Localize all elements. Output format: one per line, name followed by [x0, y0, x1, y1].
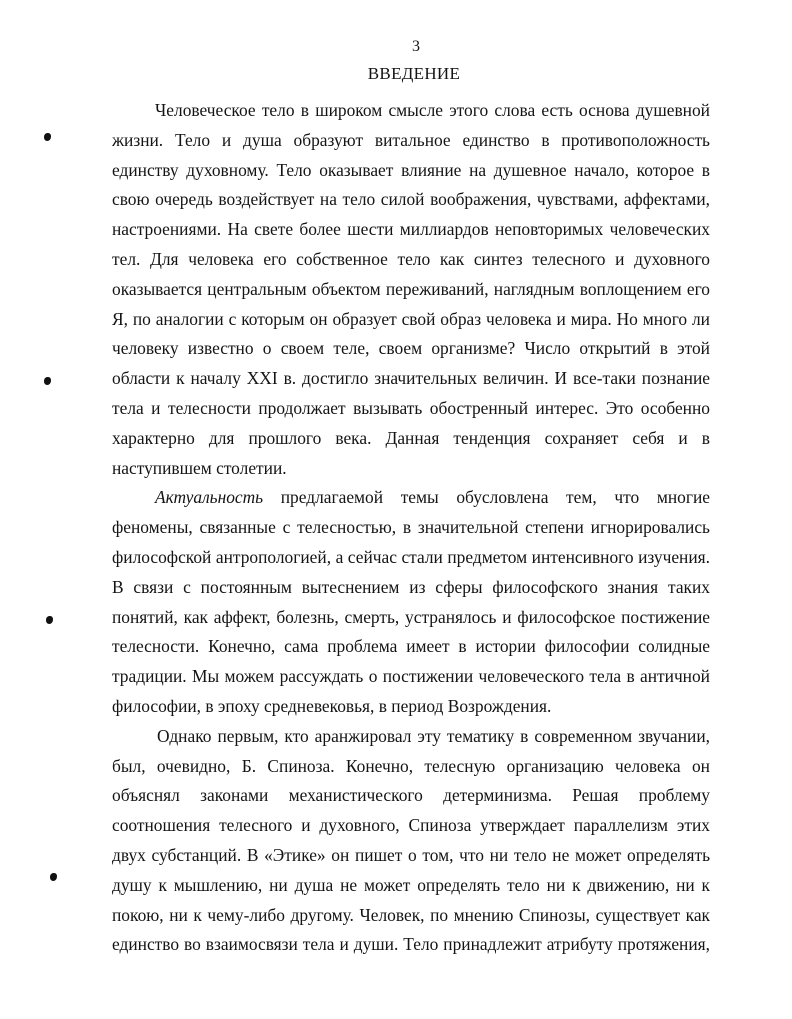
text-line: философии, в эпоху средневековья, в период Возрождения.	[112, 695, 552, 716]
text-line: тел. Для человека его собственное тело как синтез телесного и духовного	[112, 248, 710, 269]
text-line: единство во взаимосвязи тела и души. Тело принадлежит атрибуту протяжения,	[112, 934, 710, 955]
text-line: оказывается центральным объектом переживаний, наглядным воплощением его	[112, 278, 710, 299]
page-title: ВВЕДЕНИЕ	[367, 64, 461, 83]
text-line	[112, 483, 710, 513]
italic-term: Актуальность	[155, 487, 264, 508]
binding-mark	[44, 377, 51, 385]
text-line: телесности. Конечно, сама проблема имеет в истории философии солидные	[112, 636, 710, 657]
text-line: настроениями. На свете более шести миллиардов неповторимых человеческих	[112, 219, 710, 240]
text-line: объяснял законами механистического детерминизма. Решая проблему	[112, 785, 710, 806]
page-number: 3	[412, 38, 420, 55]
paragraph-1	[112, 96, 710, 483]
paragraph-3	[112, 722, 710, 960]
text-line: области к началу XXI в. достигло значительных величин. И все-таки познание	[112, 368, 710, 389]
text-line: Я, по аналогии с которым он образует свой образ человека и мира. Но много ли	[112, 308, 710, 329]
text-fragment: предлагаемой темы обусловлена тем, что многие	[263, 487, 710, 508]
text-line: покою, ни к чему-либо другому. Человек, по мнению Спинозы, существует как	[112, 904, 710, 925]
text-line: понятий, как аффект, болезнь, смерть, устранялось и философское постижение	[112, 606, 710, 627]
text-line: традиции. Мы можем рассуждать о постижении человеческого тела в античной	[112, 666, 710, 687]
text-line: В связи с постоянным вытеснением из сферы философского знания таких	[112, 576, 710, 597]
text-line: Человеческое тело в широком смысле этого слова есть основа душевной	[155, 100, 710, 120]
text-line: соотношения телесного и духовного, Спиноза утверждает параллелизм этих	[112, 815, 710, 836]
text-line: свою очередь воздействует на тело силой воображения, чувствами, аффектами,	[112, 189, 710, 210]
text-line: был, очевидно, Б. Спиноза. Конечно, телесную организацию человека он	[112, 755, 710, 776]
binding-mark	[44, 133, 51, 141]
text-line: философской антропологией, а сейчас стали предметом интенсивного изучения.	[112, 546, 710, 567]
text-line: двух субстанций. В «Этике» он пишет о том, что ни тело не может определять	[112, 844, 710, 865]
binding-mark	[50, 873, 57, 881]
text-line: душу к мышлению, ни душа не может определять тело ни к движению, ни к	[112, 874, 710, 895]
text-line: человеку известно о своем теле, своем организме? Число открытий в этой	[112, 338, 710, 359]
text-line: характерно для прошлого века. Данная тенденция сохраняет себя и в	[112, 427, 710, 448]
text-line: Однако первым, кто аранжировал эту тематику в современном звучании,	[157, 725, 710, 746]
text-line: наступившем столетии.	[112, 457, 287, 478]
body-text	[112, 96, 710, 960]
text-line: феномены, связанные с телесностью, в значительной степени игнорировались	[112, 517, 710, 538]
text-line: тела и телесности продолжает вызывать обостренный интерес. Это особенно	[112, 397, 710, 418]
paragraph-2	[112, 483, 710, 721]
text-line: жизни. Тело и душа образуют витальное единство в противоположность	[112, 129, 710, 150]
binding-mark	[46, 616, 53, 624]
text-line: единству духовному. Тело оказывает влияние на душевное начало, которое в	[112, 159, 710, 180]
